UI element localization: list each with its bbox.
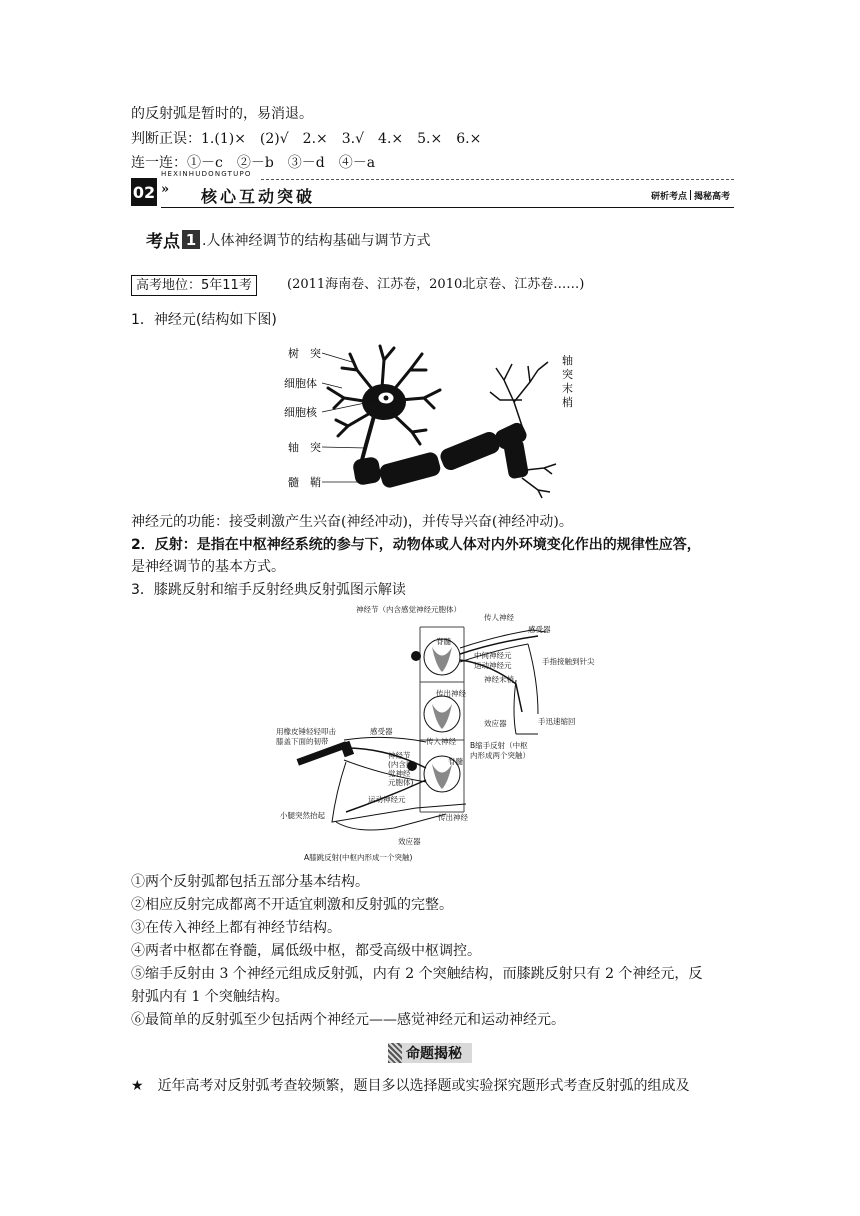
label-axon-terminal-3: 末 (562, 382, 573, 395)
point-2: ②相应反射完成都离不开适宜刺激和反射弧的完整。 (131, 897, 453, 913)
label-ganglion-2d: 元胞体) (388, 778, 414, 787)
label-motor-neuron-2: 运动神经元 (368, 795, 406, 804)
label-nucleus: 细胞核 (284, 406, 317, 419)
label-hammer-a: 用橡皮锤轻轻叩击 (276, 727, 336, 736)
label-axon: 轴 突 (288, 441, 321, 454)
label-spinal-cord-2: 脊髓 (448, 757, 463, 766)
section-right-left: 研析考点 (650, 192, 687, 202)
label-motor-neuron-1: 运动神经元 (474, 661, 512, 670)
label-axon-terminal-2: 突 (562, 368, 573, 381)
item-2-line-b: 是神经调节的基本方式。 (131, 559, 285, 575)
star-text: 近年高考对反射弧考查较频繁，题目多以选择题或实验探究题形式考查反射弧的组成及 (157, 1078, 690, 1094)
section-number: 02 (131, 178, 157, 206)
label-b-caption-a: B缩手反射（中枢 (470, 741, 528, 750)
point-5: ⑤缩手反射由 3 个神经元组成反射弧，内有 2 个突触结构，而膝跳反射只有 2 个神经元，反 (131, 966, 703, 982)
exam-position-note: (2011海南卷、江苏卷，2010北京卷、江苏卷……) (287, 277, 585, 292)
item-2-line-a (131, 535, 701, 555)
label-b-caption-b: 内形成两个突触） (470, 751, 530, 760)
label-lower-leg: 小腿突然抬起 (280, 811, 325, 820)
kaodian-label: 考点 (146, 232, 180, 252)
label-ganglion-2b: (内含感 (388, 760, 414, 769)
afferent-nerve-b (460, 636, 538, 712)
label-ganglion-2c: 觉神经 (388, 769, 411, 778)
label-ganglion-2a: 神经节 (388, 751, 411, 760)
section-pinyin: HEXINHUDONGTUPO (161, 170, 252, 178)
label-afferent-2: 传入神经 (426, 737, 456, 746)
star-line (131, 1075, 690, 1095)
section-title: 核心互动突破 (201, 187, 316, 206)
ganglion-b-dot (411, 651, 421, 661)
label-axon-terminal-4: 梢 (562, 396, 573, 409)
item-3-heading: 3．膝跳反射和缩手反射经典反射弧图示解读 (131, 582, 406, 598)
exam-position-box: 高考地位：5年11考 (131, 275, 257, 296)
mingti-label: 命题揭秘 (406, 1046, 462, 1062)
section-dashed-rule (261, 179, 734, 180)
label-touch: 手指接触到针尖 (542, 657, 595, 666)
section-right-label (651, 189, 730, 202)
text-line-judge: 判断正误：1.(1)× (2)√ 2.× 3.√ 4.× 5.× 6.× (131, 131, 482, 147)
reflex-arc-figure (276, 602, 600, 868)
label-afferent-1: 传人神经 (484, 613, 514, 622)
neuron-figure (282, 340, 592, 500)
label-dendrite: 树 突 (288, 347, 321, 360)
neuron-function: 神经元的功能：接受刺激产生兴奋(神经冲动)，并传导兴奋(神经冲动)。 (131, 514, 573, 530)
label-receptor-2: 感受器 (370, 727, 393, 736)
point-3: ③在传入神经上都有神经节结构。 (131, 920, 341, 936)
item-1-heading: 1．神经元(结构如下图) (131, 312, 277, 328)
hatch-icon (388, 1043, 402, 1063)
label-spinal-cord-1: 脊髓 (436, 637, 451, 646)
myelin-sheath (352, 421, 529, 490)
label-effector-1: 效应器 (484, 719, 507, 728)
label-effector-2: 效应器 (398, 837, 421, 846)
point-5-cont: 射弧内有 1 个突触结构。 (131, 989, 289, 1005)
section-arrow-icon: » (161, 182, 170, 197)
label-axon-terminal-1: 轴 (562, 354, 573, 367)
section-right-right: 揭秘高考 (693, 192, 730, 202)
label-cell-body: 细胞体 (284, 377, 317, 390)
label-hammer-b: 膝盖下面的韧带 (276, 737, 329, 746)
mingti-heading (388, 1043, 472, 1063)
point-6: ⑥最简单的反射弧至少包括两个神经元——感觉神经元和运动神经元。 (131, 1012, 565, 1028)
text-line-match: 连一连：①－c ②－b ③－d ④－a (131, 155, 376, 171)
point-1: ①两个反射弧都包括五部分基本结构。 (131, 874, 369, 890)
text-line-1: 的反射弧是暂时的，易消退。 (131, 106, 313, 122)
label-nerve-ending: 神经末梢 (484, 675, 514, 684)
label-interneuron: 中间神经元 (474, 651, 512, 660)
section-right-divider (690, 190, 691, 200)
label-efferent-2: 传出神经 (438, 813, 468, 822)
label-efferent-1: 传出神经 (436, 689, 466, 698)
label-a-caption: A膝跳反射(中枢内形成一个突触) (304, 853, 413, 862)
label-ganglion-top: 神经节（内含感觉神经元胞体） (356, 605, 461, 614)
spinal-cross-sections (424, 639, 460, 792)
nucleolus (384, 396, 389, 401)
item-2-text: 2．反射：是指在中枢神经系统的参与下，动物体或人体对内外环境变化作出的规律性应答， (131, 537, 701, 553)
kaodian-heading (146, 227, 430, 252)
kaodian-number: 1 (182, 230, 200, 249)
star-icon: ★ (131, 1078, 144, 1094)
label-withdraw: 手迅速缩回 (538, 717, 576, 726)
label-myelin: 髓 鞘 (288, 476, 321, 489)
section-rule (161, 207, 734, 208)
kaodian-title: .人体神经调节的结构基础与调节方式 (202, 232, 431, 249)
axon-segment (362, 416, 374, 460)
label-receptor-1: 感受器 (528, 625, 551, 634)
point-4: ④两者中枢都在脊髓，属低级中枢，都受高级中枢调控。 (131, 943, 481, 959)
section-header (131, 170, 734, 210)
